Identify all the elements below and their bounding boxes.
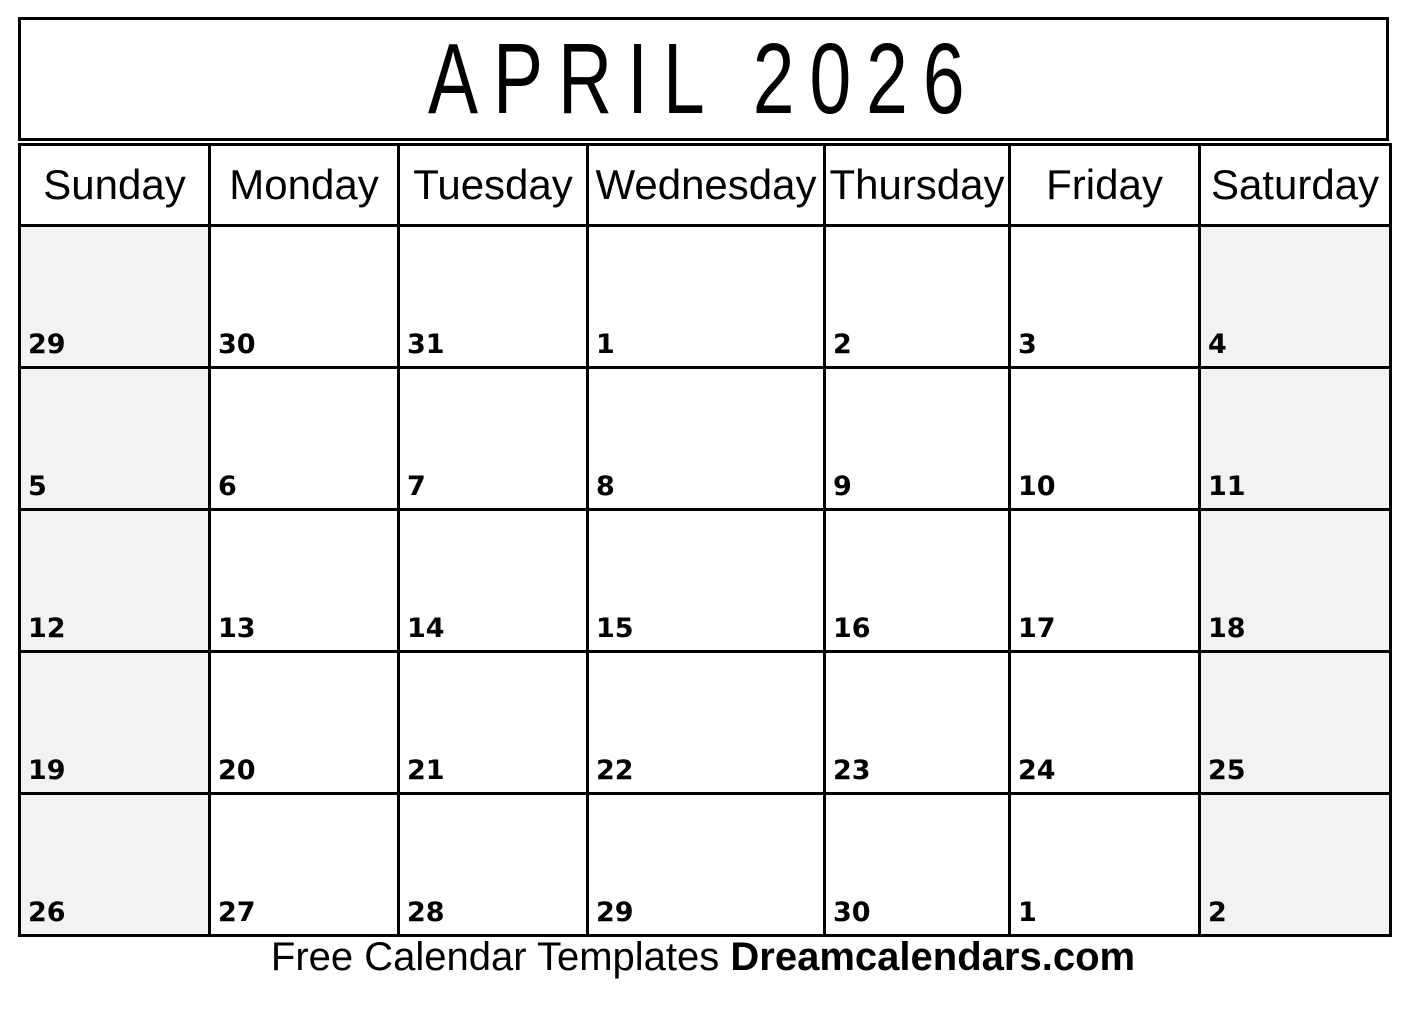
day-cell: 24 (1010, 652, 1200, 794)
day-cell: 19 (20, 652, 210, 794)
day-cell: 7 (399, 368, 588, 510)
day-cell: 16 (825, 510, 1010, 652)
day-cell: 4 (1200, 226, 1391, 368)
day-cell: 12 (20, 510, 210, 652)
weekday-header-wednesday: Wednesday (588, 145, 825, 226)
week-row-4 (20, 652, 1391, 794)
day-cell: 14 (399, 510, 588, 652)
weekday-header-saturday: Saturday (1200, 145, 1391, 226)
day-cell: 26 (20, 794, 210, 936)
week-row-5 (20, 794, 1391, 936)
footer (0, 934, 1406, 980)
weekday-header-friday: Friday (1010, 145, 1200, 226)
day-cell: 15 (588, 510, 825, 652)
day-cell: 21 (399, 652, 588, 794)
day-cell: 29 (588, 794, 825, 936)
day-cell: 17 (1010, 510, 1200, 652)
week-row-3 (20, 510, 1391, 652)
day-cell: 23 (825, 652, 1010, 794)
calendar-title: APRIL 2026 (427, 23, 980, 135)
day-cell: 1 (1010, 794, 1200, 936)
day-cell: 2 (825, 226, 1010, 368)
day-cell: 27 (210, 794, 399, 936)
calendar-grid (18, 143, 1392, 937)
day-cell: 18 (1200, 510, 1391, 652)
weekday-header-monday: Monday (210, 145, 399, 226)
weekday-header-tuesday: Tuesday (399, 145, 588, 226)
day-cell: 10 (1010, 368, 1200, 510)
week-row-1 (20, 226, 1391, 368)
weekday-header-sunday: Sunday (20, 145, 210, 226)
calendar-title-box (18, 17, 1389, 141)
day-cell: 31 (399, 226, 588, 368)
day-cell: 22 (588, 652, 825, 794)
week-row-2 (20, 368, 1391, 510)
day-cell: 28 (399, 794, 588, 936)
day-cell: 30 (210, 226, 399, 368)
weekday-header-row (20, 145, 1391, 226)
day-cell: 5 (20, 368, 210, 510)
day-cell: 1 (588, 226, 825, 368)
day-cell: 20 (210, 652, 399, 794)
day-cell: 2 (1200, 794, 1391, 936)
day-cell: 9 (825, 368, 1010, 510)
day-cell: 8 (588, 368, 825, 510)
day-cell: 11 (1200, 368, 1391, 510)
weekday-header-thursday: Thursday (825, 145, 1010, 226)
footer-brand-text: Dreamcalendars.com (730, 935, 1136, 979)
footer-free-text: Free Calendar Templates (270, 935, 720, 979)
day-cell: 29 (20, 226, 210, 368)
day-cell: 6 (210, 368, 399, 510)
day-cell: 3 (1010, 226, 1200, 368)
day-cell: 25 (1200, 652, 1391, 794)
day-cell: 30 (825, 794, 1010, 936)
day-cell: 13 (210, 510, 399, 652)
